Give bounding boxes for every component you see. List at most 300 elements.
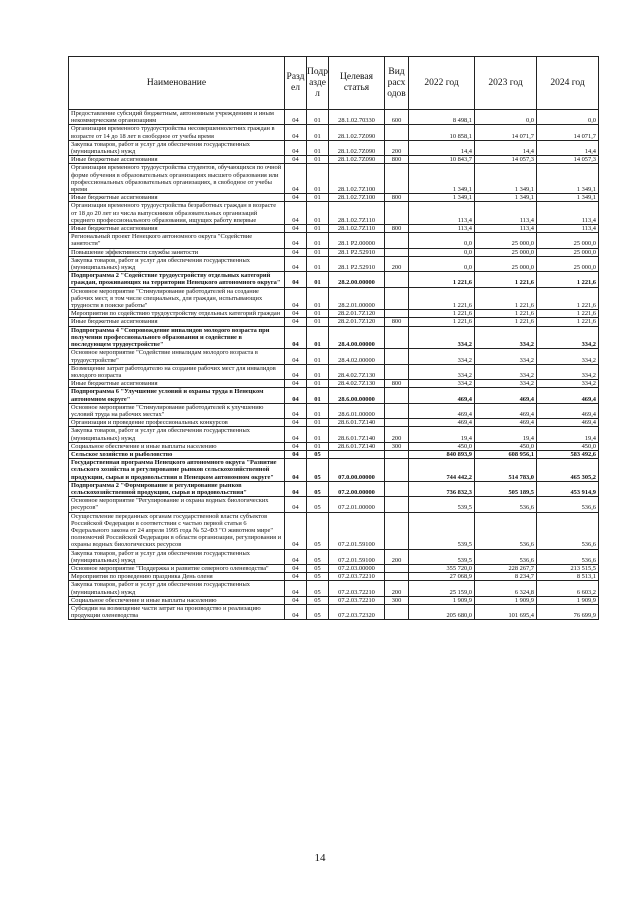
row-expense-type: 200 [385,581,409,596]
row-target-article: 07.2.03.00000 [329,564,385,572]
row-value-2023: 334,2 [475,364,537,379]
row-value-2023: 25 000,0 [475,256,537,271]
row-expense-type: 800 [385,380,409,388]
row-target-article: 28.1.02.70330 [329,110,385,125]
row-value-2022: 1 221,6 [409,318,475,326]
table-row [69,248,599,256]
row-expense-type: 200 [385,256,409,271]
row-podrazdel: 01 [307,349,329,364]
table-row [69,419,599,427]
row-podrazdel: 05 [307,497,329,512]
row-target-article: 28.1.02.7Z090 [329,125,385,140]
row-podrazdel: 01 [307,140,329,155]
row-razdel: 04 [285,564,307,572]
row-name: Закупка товаров, работ и услуг для обеспечения государственных (муниципальных) нужд [69,581,285,596]
row-razdel: 04 [285,497,307,512]
row-value-2023: 1 349,1 [475,164,537,194]
table-row [69,581,599,596]
row-value-2024: 453 914,9 [537,481,599,496]
row-target-article [329,450,385,458]
row-razdel: 04 [285,549,307,564]
row-expense-type: 800 [385,194,409,202]
row-name: Закупка товаров, работ и услуг для обеспечения государственных (муниципальных) нужд [69,427,285,442]
row-value-2024: 334,2 [537,380,599,388]
row-expense-type [385,497,409,512]
row-value-2023: 536,6 [475,512,537,549]
row-expense-type: 200 [385,427,409,442]
row-value-2022: 469,4 [409,403,475,418]
row-podrazdel: 05 [307,596,329,604]
row-name: Основное мероприятие "Регулирование и охрана водных биологических ресурсов" [69,497,285,512]
row-razdel: 04 [285,459,307,482]
row-value-2024: 450,0 [537,442,599,450]
row-value-2022: 539,5 [409,497,475,512]
row-expense-type [385,326,409,349]
row-value-2024: 334,2 [537,349,599,364]
row-target-article: 28.4.02.7Z130 [329,380,385,388]
row-name: Основное мероприятие "Содействие инвалидам молодого возраста в трудоустройстве" [69,349,285,364]
row-expense-type [385,125,409,140]
row-razdel: 04 [285,450,307,458]
table-row [69,318,599,326]
table-row [69,549,599,564]
row-expense-type [385,164,409,194]
row-name: Возмещение затрат работодателю на создание рабочих мест для инвалидов молодого возраста [69,364,285,379]
row-razdel: 04 [285,194,307,202]
row-podrazdel: 05 [307,459,329,482]
row-podrazdel: 05 [307,549,329,564]
table-row [69,256,599,271]
header-name: Наименование [69,57,285,110]
row-value-2023: 8 234,7 [475,573,537,581]
row-razdel: 04 [285,388,307,403]
row-podrazdel: 01 [307,427,329,442]
table-row [69,497,599,512]
row-value-2024: 14 071,7 [537,125,599,140]
row-value-2024: 14,4 [537,140,599,155]
row-value-2023: 14 057,3 [475,156,537,164]
row-razdel: 04 [285,225,307,233]
row-target-article: 28.1.02.7Z110 [329,202,385,225]
table-row [69,326,599,349]
row-target-article: 28.1 P2.52910 [329,248,385,256]
row-target-article: 28.6.01.7Z140 [329,442,385,450]
row-target-article: 07.2.01.59100 [329,512,385,549]
row-podrazdel: 01 [307,256,329,271]
table-row [69,164,599,194]
row-value-2023: 334,2 [475,380,537,388]
row-value-2023: 469,4 [475,419,537,427]
row-razdel: 04 [285,364,307,379]
row-name: Организация временного трудоустройства студентов, обучающихся по очной форме обучения в образовательных организациях высшего образования или профессиональных образовательных организациях, в свободное от учебы время [69,164,285,194]
row-name: Подпрограмма 2 "Содействие трудоустройству отдельных категорий граждан, проживающих на территории Ненецкого автономного округа" [69,272,285,287]
row-value-2023: 1 221,6 [475,272,537,287]
row-name: Основное мероприятие "Стимулирование работодателей к улучшению условий труда на рабочих местах" [69,403,285,418]
row-value-2024: 14 057,3 [537,156,599,164]
row-name: Закупка товаров, работ и услуг для обеспечения государственных (муниципальных) нужд [69,256,285,271]
row-value-2022: 334,2 [409,380,475,388]
row-expense-type [385,272,409,287]
row-value-2022: 355 720,0 [409,564,475,572]
row-value-2023: 14,4 [475,140,537,155]
table-row [69,481,599,496]
row-value-2024: 1 221,6 [537,272,599,287]
row-podrazdel: 01 [307,442,329,450]
row-razdel: 04 [285,581,307,596]
row-value-2023: 113,4 [475,225,537,233]
row-expense-type: 200 [385,140,409,155]
row-value-2024: 213 515,5 [537,564,599,572]
table-row [69,573,599,581]
row-podrazdel: 01 [307,318,329,326]
row-expense-type [385,388,409,403]
table-row [69,596,599,604]
row-value-2023: 1 221,6 [475,318,537,326]
row-value-2024: 25 000,0 [537,248,599,256]
table-row [69,512,599,549]
row-value-2022: 19,4 [409,427,475,442]
row-name: Государственная программа Ненецкого автономного округа "Развитие сельского хозяйства и регулирование рынков сельскохозяйственной продукции, сырья и продовольствия в Ненецком автономном округе" [69,459,285,482]
row-target-article: 28.1.02.7Z090 [329,140,385,155]
row-target-article: 28.1.02.7Z110 [329,225,385,233]
header-podrazdel: Подр азде л [307,57,329,110]
row-expense-type: 600 [385,110,409,125]
row-name: Основное мероприятие "Поддержка и развитие северного оленеводства" [69,564,285,572]
row-expense-type [385,564,409,572]
row-razdel: 04 [285,156,307,164]
row-target-article: 28.6.01.7Z140 [329,419,385,427]
row-podrazdel: 01 [307,125,329,140]
row-value-2024: 469,4 [537,419,599,427]
row-expense-type: 200 [385,549,409,564]
row-value-2024: 1 349,1 [537,164,599,194]
row-podrazdel: 01 [307,194,329,202]
row-value-2022: 0,0 [409,233,475,248]
row-expense-type [385,459,409,482]
row-expense-type: 800 [385,156,409,164]
row-value-2024: 25 000,0 [537,256,599,271]
row-value-2022: 27 068,9 [409,573,475,581]
row-value-2024: 536,6 [537,497,599,512]
row-razdel: 04 [285,272,307,287]
budget-table [68,56,599,620]
row-name: Организация временного трудоустройства несовершеннолетних граждан в возрасте от 14 до 18 лет в свободное от учебы время [69,125,285,140]
row-expense-type [385,233,409,248]
table-row [69,194,599,202]
header-target-article: Целевая статья [329,57,385,110]
row-name: Мероприятия по проведению праздника День оленя [69,573,285,581]
row-target-article: 07.2.03.72320 [329,605,385,620]
row-target-article: 07.2.03.72210 [329,581,385,596]
row-value-2023: 505 189,5 [475,481,537,496]
table-row [69,450,599,458]
row-target-article: 28.1 P2.00000 [329,233,385,248]
row-expense-type: 800 [385,225,409,233]
row-podrazdel: 05 [307,581,329,596]
row-podrazdel: 01 [307,310,329,318]
row-name: Мероприятия по содействию трудоустройству отдельных категорий граждан [69,310,285,318]
row-name: Иные бюджетные ассигнования [69,380,285,388]
row-razdel: 04 [285,605,307,620]
row-target-article: 07.0.00.00000 [329,459,385,482]
row-value-2022: 334,2 [409,349,475,364]
row-name: Подпрограмма 4 "Сопровождение инвалидов молодого возраста при получении профессионального образования и содействие в последующем трудоустройстве" [69,326,285,349]
row-podrazdel: 01 [307,364,329,379]
row-podrazdel: 01 [307,110,329,125]
row-value-2023: 1 909,9 [475,596,537,604]
table-row [69,388,599,403]
table-row [69,233,599,248]
row-podrazdel: 01 [307,164,329,194]
row-razdel: 04 [285,573,307,581]
row-razdel: 04 [285,164,307,194]
row-value-2024: 536,6 [537,512,599,549]
row-razdel: 04 [285,419,307,427]
row-expense-type: 800 [385,318,409,326]
row-value-2022: 0,0 [409,256,475,271]
row-expense-type [385,605,409,620]
row-razdel: 04 [285,349,307,364]
row-expense-type: 300 [385,596,409,604]
row-value-2023: 334,2 [475,326,537,349]
table-row [69,564,599,572]
table-row [69,459,599,482]
row-value-2022: 14,4 [409,140,475,155]
row-podrazdel: 05 [307,512,329,549]
row-name: Закупка товаров, работ и услуг для обеспечения государственных (муниципальных) нужд [69,140,285,155]
row-value-2024: 1 349,1 [537,194,599,202]
row-razdel: 04 [285,110,307,125]
row-razdel: 04 [285,256,307,271]
row-value-2024: 6 603,2 [537,581,599,596]
row-razdel: 04 [285,310,307,318]
row-value-2023: 113,4 [475,202,537,225]
row-value-2023: 1 221,6 [475,287,537,310]
table-row [69,125,599,140]
row-target-article: 28.1 P2.52910 [329,256,385,271]
row-target-article: 28.1.02.7Z100 [329,164,385,194]
row-value-2023: 608 956,1 [475,450,537,458]
row-value-2023: 536,6 [475,497,537,512]
row-value-2022: 736 832,3 [409,481,475,496]
row-name: Социальное обеспечение и иные выплаты населению [69,442,285,450]
row-name: Организация временного трудоустройства безработных граждан в возрасте от 18 до 20 лет из числа выпускников образовательных организаций среднего профессионального образования, ищущих работу впервые [69,202,285,225]
row-expense-type [385,202,409,225]
row-value-2022: 539,5 [409,549,475,564]
row-value-2023: 1 221,6 [475,310,537,318]
header-year-2024: 2024 год [537,57,599,110]
row-value-2023: 0,0 [475,110,537,125]
row-target-article: 28.2.01.7Z120 [329,310,385,318]
row-value-2022: 1 349,1 [409,164,475,194]
row-value-2023: 228 267,7 [475,564,537,572]
row-name: Региональный проект Ненецкого автономного округа "Содействие занятости" [69,233,285,248]
row-value-2024: 25 000,0 [537,233,599,248]
row-razdel: 04 [285,403,307,418]
row-value-2024: 0,0 [537,110,599,125]
table-row [69,272,599,287]
table-row [69,380,599,388]
row-value-2022: 205 680,0 [409,605,475,620]
row-value-2022: 450,0 [409,442,475,450]
row-value-2024: 113,4 [537,202,599,225]
row-target-article: 28.6.00.00000 [329,388,385,403]
row-podrazdel: 05 [307,450,329,458]
header-year-2022: 2022 год [409,57,475,110]
row-target-article: 07.2.01.59100 [329,549,385,564]
header-razdel: Разд ел [285,57,307,110]
table-row [69,310,599,318]
row-value-2022: 840 893,9 [409,450,475,458]
row-name: Организация и проведение профессиональных конкурсов [69,419,285,427]
row-value-2022: 334,2 [409,326,475,349]
row-expense-type: 300 [385,442,409,450]
row-podrazdel: 05 [307,564,329,572]
row-value-2023: 6 324,8 [475,581,537,596]
row-target-article: 28.2.01.00000 [329,287,385,310]
row-value-2022: 1 909,9 [409,596,475,604]
table-header-row [69,57,599,110]
row-target-article: 28.1.02.7Z090 [329,156,385,164]
row-value-2023: 25 000,0 [475,248,537,256]
row-razdel: 04 [285,125,307,140]
row-value-2023: 19,4 [475,427,537,442]
row-name: Социальное обеспечение и иные выплаты населению [69,596,285,604]
row-target-article: 07.2.00.00000 [329,481,385,496]
row-podrazdel: 01 [307,403,329,418]
row-name: Иные бюджетные ассигнования [69,194,285,202]
row-value-2022: 469,4 [409,388,475,403]
row-target-article: 28.1.02.7Z100 [329,194,385,202]
row-value-2022: 1 221,6 [409,272,475,287]
row-expense-type [385,248,409,256]
row-expense-type [385,450,409,458]
row-value-2022: 539,5 [409,512,475,549]
row-value-2024: 8 513,1 [537,573,599,581]
row-razdel: 04 [285,380,307,388]
row-expense-type [385,349,409,364]
row-value-2024: 469,4 [537,388,599,403]
row-value-2022: 113,4 [409,225,475,233]
row-value-2022: 1 221,6 [409,310,475,318]
row-value-2023: 1 349,1 [475,194,537,202]
row-razdel: 04 [285,233,307,248]
row-value-2024: 1 221,6 [537,310,599,318]
table-row [69,140,599,155]
row-razdel: 04 [285,481,307,496]
row-expense-type [385,310,409,318]
row-razdel: 04 [285,326,307,349]
row-expense-type [385,512,409,549]
row-expense-type [385,287,409,310]
row-value-2023: 334,2 [475,349,537,364]
row-value-2023: 469,4 [475,388,537,403]
row-value-2023: 14 071,7 [475,125,537,140]
table-row [69,403,599,418]
row-value-2022: 0,0 [409,248,475,256]
row-name: Основное мероприятие "Стимулирование работодателей на создание рабочих мест, в том числе специальных, для граждан, испытывающих трудности в поиске работы" [69,287,285,310]
row-razdel: 04 [285,596,307,604]
row-podrazdel: 01 [307,326,329,349]
row-podrazdel: 01 [307,287,329,310]
row-value-2023: 514 783,0 [475,459,537,482]
row-value-2022: 1 221,6 [409,287,475,310]
row-value-2022: 8 498,1 [409,110,475,125]
table-row [69,202,599,225]
row-podrazdel: 05 [307,481,329,496]
row-value-2022: 469,4 [409,419,475,427]
row-name: Подпрограмма 2 "Формирование и регулирование рынков сельскохозяйственной продукции, сырья и продовольствия" [69,481,285,496]
row-value-2024: 536,6 [537,549,599,564]
row-name: Осуществление переданных органам государственной власти субъектов Российской Федерации в соответствии с частью первой статьи 6 Федерального закона от 24 апреля 1995 года № 52-ФЗ "О животном мире" полномочий Российской Федерации в области организации, регулирования и охраны водных биологических ресурсов [69,512,285,549]
row-target-article: 28.6.01.7Z140 [329,427,385,442]
table-row [69,349,599,364]
row-value-2023: 25 000,0 [475,233,537,248]
row-value-2022: 10 858,1 [409,125,475,140]
row-expense-type [385,419,409,427]
table-row [69,364,599,379]
row-name: Сельское хозяйство и рыболовство [69,450,285,458]
row-razdel: 04 [285,202,307,225]
table-row [69,427,599,442]
row-value-2024: 76 699,9 [537,605,599,620]
row-value-2024: 469,4 [537,403,599,418]
row-value-2022: 113,4 [409,202,475,225]
row-value-2024: 19,4 [537,427,599,442]
row-podrazdel: 01 [307,156,329,164]
row-podrazdel: 01 [307,202,329,225]
row-value-2024: 334,2 [537,326,599,349]
row-value-2023: 101 695,4 [475,605,537,620]
header-year-2023: 2023 год [475,57,537,110]
row-value-2022: 10 843,7 [409,156,475,164]
row-target-article: 28.6.01.00000 [329,403,385,418]
row-target-article: 07.2.03.72210 [329,596,385,604]
row-name: Закупка товаров, работ и услуг для обеспечения государственных (муниципальных) нужд [69,549,285,564]
header-expense-type: Вид расх одов [385,57,409,110]
row-value-2023: 450,0 [475,442,537,450]
row-expense-type [385,403,409,418]
row-podrazdel: 01 [307,388,329,403]
row-name: Подпрограмма 6 "Улучшение условий и охраны труда в Ненецком автономном округе" [69,388,285,403]
row-name: Предоставление субсидий бюджетным, автономным учреждениям и иным некоммерческим организациям [69,110,285,125]
row-name: Иные бюджетные ассигнования [69,156,285,164]
row-value-2023: 536,6 [475,549,537,564]
table-row [69,110,599,125]
row-razdel: 04 [285,140,307,155]
row-value-2024: 583 492,6 [537,450,599,458]
row-podrazdel: 01 [307,225,329,233]
row-razdel: 04 [285,318,307,326]
row-podrazdel: 01 [307,233,329,248]
row-name: Повышение эффективности службы занятости [69,248,285,256]
row-podrazdel: 05 [307,605,329,620]
table-row [69,156,599,164]
row-target-article: 28.2.01.7Z120 [329,318,385,326]
row-target-article: 28.4.02.7Z130 [329,364,385,379]
row-podrazdel: 01 [307,419,329,427]
row-target-article: 28.4.00.00000 [329,326,385,349]
table-row [69,605,599,620]
table-row [69,225,599,233]
row-target-article: 28.2.00.00000 [329,272,385,287]
row-value-2024: 465 305,2 [537,459,599,482]
row-value-2022: 25 159,0 [409,581,475,596]
row-razdel: 04 [285,248,307,256]
table-row [69,287,599,310]
row-name: Иные бюджетные ассигнования [69,318,285,326]
row-razdel: 04 [285,442,307,450]
